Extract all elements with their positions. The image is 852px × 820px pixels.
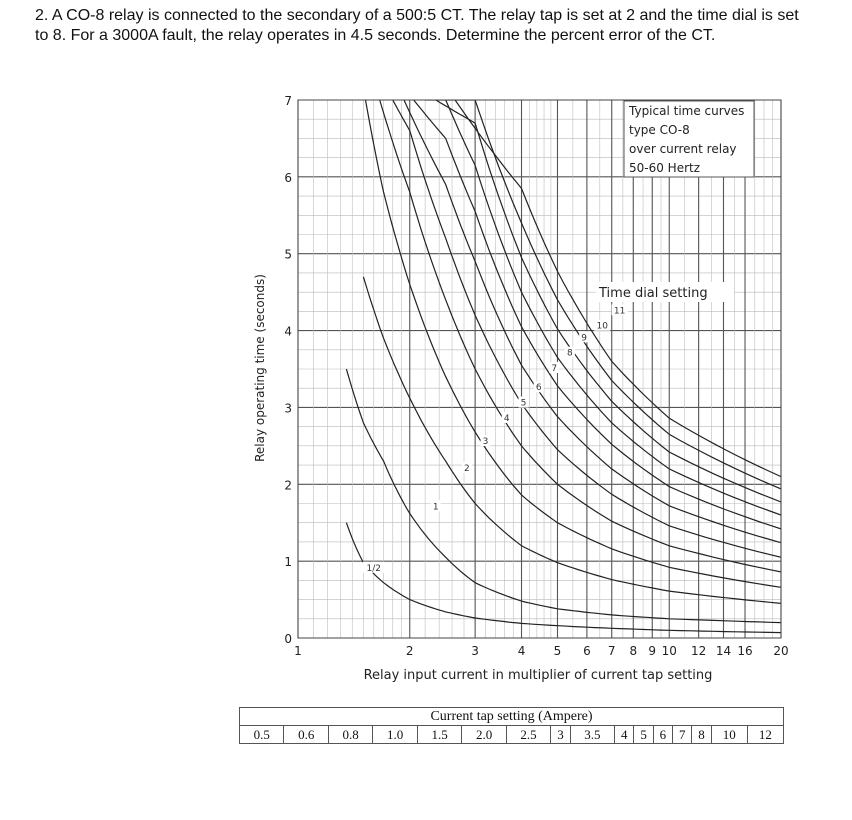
- x-tick-label: 1: [294, 644, 302, 658]
- tap-value-cell: 3: [551, 726, 570, 744]
- curve-label: 9: [581, 333, 588, 344]
- curve-group: [346, 100, 781, 633]
- x-tick-label: 4: [517, 644, 526, 658]
- x-tick-label: 2: [405, 644, 414, 658]
- x-tick-label: 12: [690, 644, 707, 658]
- tap-value-cell: 8: [692, 726, 711, 744]
- legend-line: over current relay: [629, 142, 737, 156]
- y-tick-label: 3: [284, 401, 292, 416]
- curve-label: 8: [567, 348, 573, 359]
- x-tick-label: 8: [629, 644, 638, 658]
- curve-label: 3: [482, 437, 489, 448]
- y-tick-label: 0: [284, 632, 292, 646]
- tap-value-cell: 2.5: [506, 726, 550, 744]
- tap-value-cell: 1.0: [373, 726, 417, 744]
- curve-td-2: [363, 277, 781, 604]
- x-tick-label: 3: [471, 644, 479, 658]
- y-tick-label: 5: [284, 247, 292, 262]
- y-tick-label: 2: [284, 478, 292, 493]
- y-tick-label: 7: [284, 94, 292, 108]
- x-tick-label: 6: [583, 644, 591, 658]
- legend-box: [624, 101, 754, 177]
- tap-value-cell: 0.8: [328, 726, 372, 744]
- legend-line: Typical time curves: [629, 104, 745, 118]
- tap-values-row: [240, 726, 784, 744]
- annotation-group: [596, 282, 734, 302]
- curve-label: 1: [432, 502, 439, 513]
- curve-label: 1/2: [366, 563, 382, 574]
- y-tick-label: 4: [284, 324, 292, 339]
- curve-label: 11: [613, 306, 626, 317]
- time-dial-annotation: Time dial setting: [599, 286, 708, 301]
- y-tick-label: 1: [284, 555, 292, 570]
- x-axis-label: Relay input current in multiplier of current tap setting: [363, 668, 713, 683]
- legend-line: type CO-8: [629, 123, 690, 137]
- curve-label: 5: [520, 398, 527, 409]
- tap-value-cell: 4: [615, 726, 634, 744]
- legend-line: 50-60 Hertz: [629, 161, 701, 175]
- tap-value-cell: 6: [653, 726, 672, 744]
- curve-label: 10: [596, 321, 608, 332]
- tap-setting-table: [239, 707, 784, 744]
- chart-grid: [298, 100, 781, 638]
- tap-value-cell: 0.5: [240, 726, 284, 744]
- curve-label: 7: [551, 364, 558, 374]
- tap-value-cell: 1.5: [417, 726, 461, 744]
- tap-value-cell: 10: [711, 726, 747, 744]
- x-tick-label: 10: [661, 644, 677, 658]
- tick-labels: [284, 94, 788, 658]
- curve-label: 4: [503, 413, 510, 424]
- tap-value-cell: 7: [673, 726, 692, 744]
- curve-label: 6: [535, 383, 542, 394]
- tap-value-cell: 0.6: [284, 726, 328, 744]
- x-tick-label: 9: [648, 644, 657, 658]
- tap-value-cell: 5: [634, 726, 653, 744]
- x-tick-label: 5: [553, 644, 562, 658]
- x-tick-label: 14: [715, 644, 732, 658]
- tap-value-cell: 12: [747, 726, 783, 744]
- tap-value-cell: 2.0: [462, 726, 506, 744]
- x-tick-label: 16: [737, 644, 753, 658]
- curve-label: 2: [463, 463, 470, 474]
- x-tick-label: 20: [773, 644, 789, 658]
- question-text: 2. A CO-8 relay is connected to the secondary of a 500:5 CT. The relay tap is set at 2 and the time dial is set to 8. For a 3000A fault, the relay operates in 4.5 seconds. Determine the percent error of the CT.: [35, 7, 799, 44]
- y-axis-label: Relay operating time (seconds): [253, 274, 267, 462]
- curve-td-1-2: [346, 523, 781, 633]
- tap-table-title: Current tap setting (Ampere): [239, 707, 784, 725]
- x-tick-label: 7: [607, 644, 616, 658]
- tap-value-cell: 3.5: [570, 726, 614, 744]
- y-tick-label: 6: [284, 170, 292, 185]
